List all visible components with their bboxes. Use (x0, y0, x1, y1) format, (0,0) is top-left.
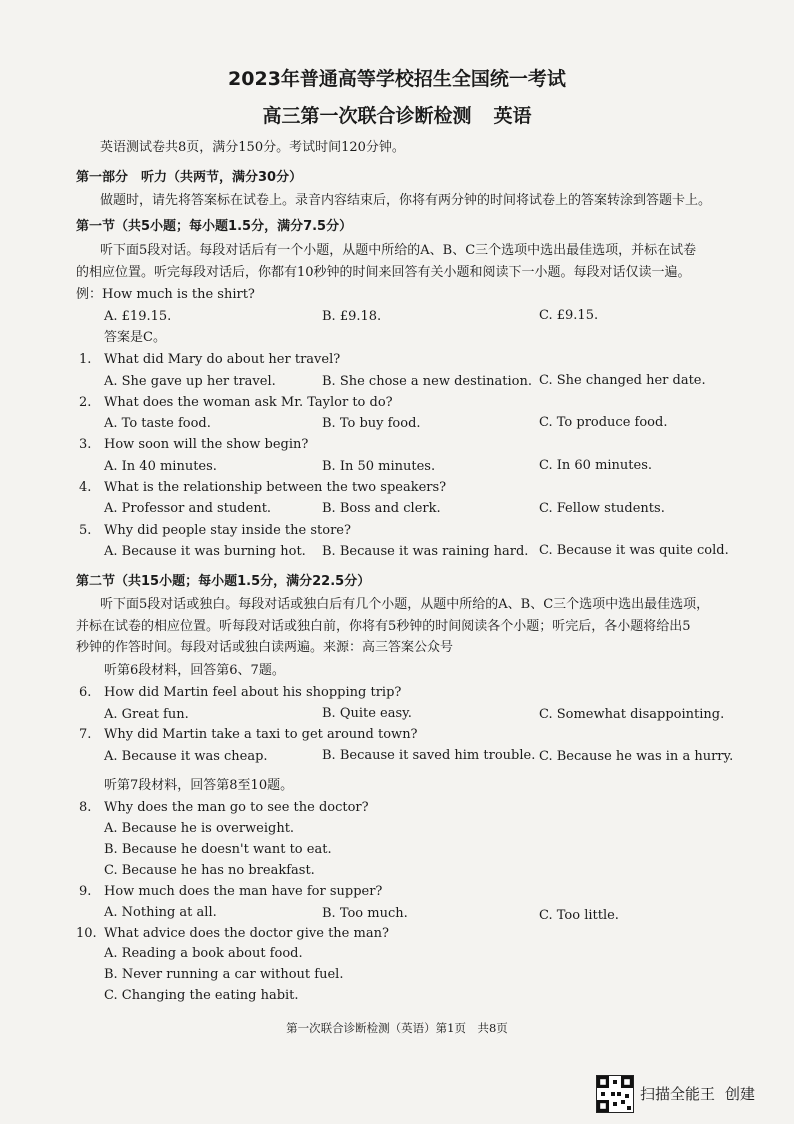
option-a: A. Reading a book about food. (104, 946, 303, 961)
option-b: B. To buy food. (322, 416, 421, 431)
question-number: 5. (79, 523, 92, 538)
scanner-watermark (640, 1083, 755, 1104)
question-number: 8. (79, 800, 92, 815)
option-a: A. Great fun. (104, 707, 189, 722)
question-number: 3. (79, 437, 92, 452)
question-text: What does the woman ask Mr. Taylor to do? (104, 395, 393, 410)
question-text: Why did Martin take a taxi to get around town? (104, 727, 418, 742)
section2-instruction-3: 秒钟的作答时间。每段对话或独白读两遍。来源：高三答案公众号 (76, 640, 454, 655)
option-a: A. Because he is overweight. (104, 821, 295, 836)
option-a: A. To taste food. (104, 416, 211, 431)
option-c: C. In 60 minutes. (539, 458, 653, 473)
section1-instruction-1: 听下面5段对话。每段对话后有一个小题，从题中所给的A、B、C三个选项中选出最佳选项，并标在试卷 (100, 243, 697, 258)
section2-heading: 第二节（共15小题；每小题1.5分，满分22.5分） (76, 574, 371, 589)
question-number: 7. (79, 727, 92, 742)
question-text: How soon will the show begin? (104, 437, 309, 452)
exam-subtitle-main: 高三第一次联合诊断检测 (262, 105, 472, 127)
material-6-heading: 听第6段材料，回答第6、7题。 (104, 663, 285, 678)
example-question: 例：How much is the shirt? (76, 287, 255, 302)
material-7-heading: 听第7段材料，回答第8至10题。 (104, 778, 294, 793)
question-text: How much does the man have for supper? (104, 884, 383, 899)
question-text: Why did people stay inside the store? (104, 523, 351, 538)
question-text: What is the relationship between the two speakers? (104, 480, 447, 495)
option-b: B. In 50 minutes. (322, 459, 436, 474)
option-c: C. Because he was in a hurry. (539, 749, 734, 764)
section1-instruction-2: 的相应位置。听完每段对话后，你都有10秒钟的时间来回答有关小题和阅读下一小题。每段对话仅读一遍。 (76, 265, 691, 280)
option-b: B. Because he doesn't want to eat. (104, 842, 332, 857)
option-c: C. Too little. (539, 908, 619, 923)
option-b: B. Quite easy. (322, 706, 412, 721)
option-c: C. Changing the eating habit. (104, 988, 299, 1003)
option-c: C. She changed her date. (539, 373, 706, 388)
option-b: B. She chose a new destination. (322, 374, 533, 389)
example-option-a: A. £19.15. (104, 309, 172, 324)
question-text: What advice does the doctor give the man? (104, 926, 389, 941)
option-c: C. Because he has no breakfast. (104, 863, 315, 878)
option-c: C. Somewhat disappointing. (539, 707, 725, 722)
option-a: A. She gave up her travel. (104, 374, 276, 389)
option-b: B. Because it was raining hard. (322, 544, 529, 559)
page-footer: 第一次联合诊断检测（英语）第1页 共8页 (286, 1021, 508, 1035)
option-a: A. Professor and student. (104, 501, 272, 516)
option-a: A. Because it was burning hot. (104, 544, 306, 559)
option-a: A. In 40 minutes. (104, 459, 217, 474)
option-c: C. To produce food. (539, 415, 668, 430)
option-b: B. Never running a car without fuel. (104, 967, 344, 982)
question-number: 6. (79, 685, 92, 700)
example-option-b: B. £9.18. (322, 309, 382, 324)
part1-heading: 第一部分 听力（共两节，满分30分） (76, 170, 303, 185)
exam-subtitle (0, 101, 794, 128)
scanner-app-name: 扫描全能王 (640, 1085, 716, 1103)
exam-subject: 英语 (493, 105, 532, 127)
qr-code-icon (596, 1075, 634, 1113)
section2-instruction-1: 听下面5段对话或独白。每段对话或独白后有几个小题，从题中所给的A、B、C三个选项中选出最佳选项， (100, 597, 710, 612)
section1-heading: 第一节（共5小题；每小题1.5分，满分7.5分） (76, 219, 353, 234)
question-number: 4. (79, 480, 92, 495)
exam-title: 2023年普通高等学校招生全国统一考试 (228, 68, 566, 90)
example-option-c: C. £9.15. (539, 308, 599, 323)
question-number: 2. (79, 395, 92, 410)
option-a: A. Because it was cheap. (104, 749, 268, 764)
question-number: 9. (79, 884, 92, 899)
part1-instruction: 做题时，请先将答案标在试卷上。录音内容结束后，你将有两分钟的时间将试卷上的答案转涂到答题卡上。 (100, 193, 712, 208)
question-number: 1. (79, 352, 92, 367)
example-answer: 答案是C。 (104, 330, 166, 345)
option-a: A. Nothing at all. (104, 905, 217, 920)
question-text: Why does the man go to see the doctor? (104, 800, 369, 815)
option-c: C. Fellow students. (539, 501, 665, 516)
question-text: How did Martin feel about his shopping trip? (104, 685, 402, 700)
question-text: What did Mary do about her travel? (104, 352, 341, 367)
option-c: C. Because it was quite cold. (539, 543, 729, 558)
exam-intro: 英语测试卷共8页，满分150分。考试时间120分钟。 (100, 140, 405, 155)
option-b: B. Because it saved him trouble. (322, 748, 536, 763)
option-b: B. Boss and clerk. (322, 501, 441, 516)
scanner-action: 创建 (725, 1085, 756, 1103)
option-b: B. Too much. (322, 906, 408, 921)
section2-instruction-2: 并标在试卷的相应位置。听每段对话或独白前，你将有5秒钟的时间阅读各个小题；听完后，各小题将给出5 (76, 619, 691, 634)
question-number: 10. (76, 926, 97, 941)
